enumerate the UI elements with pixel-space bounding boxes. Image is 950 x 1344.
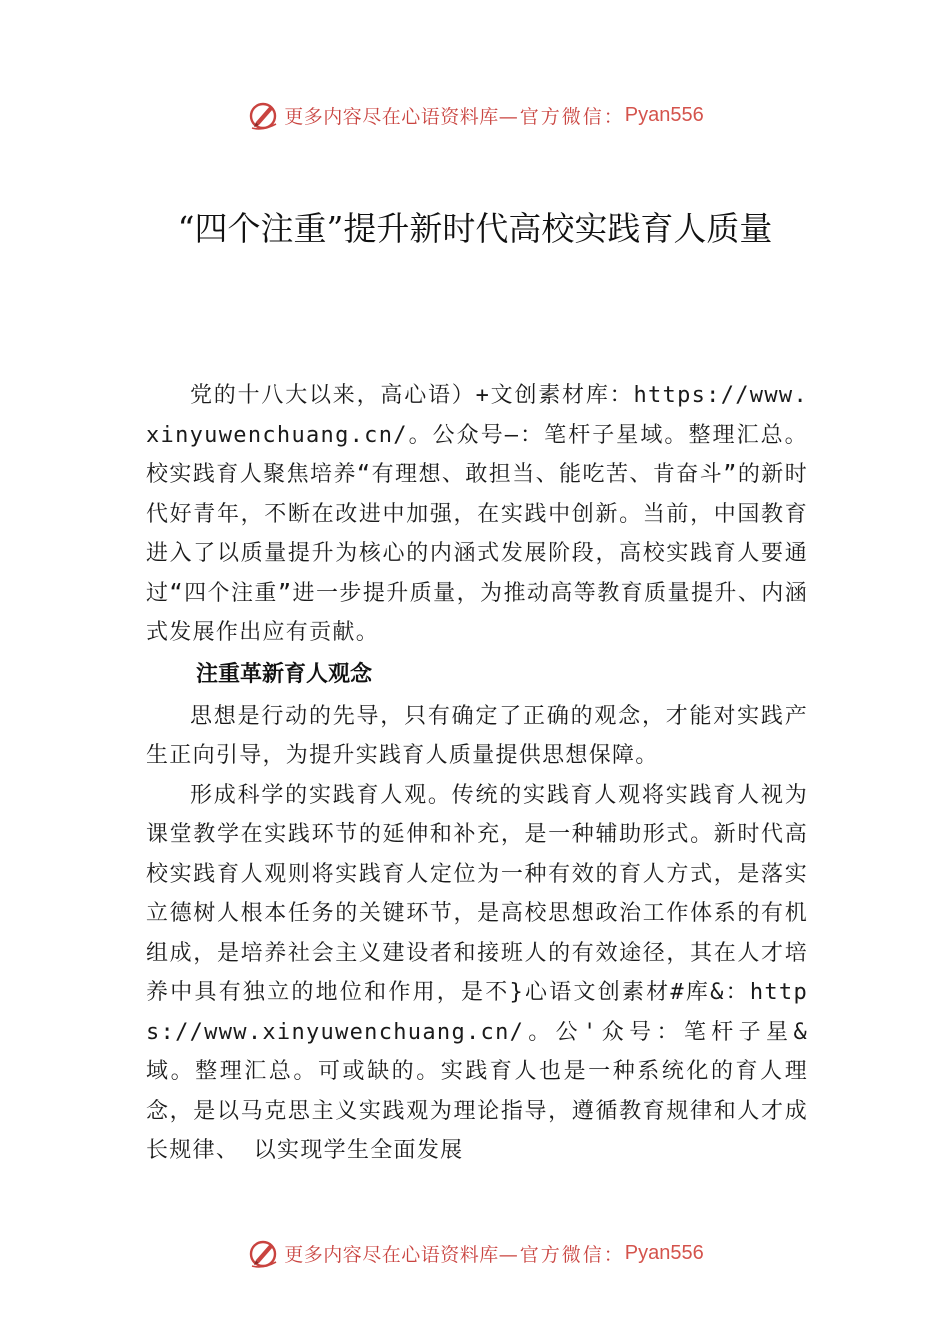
banner-main-text: 更多内容尽在心语资料库 <box>284 1243 499 1266</box>
pen-logo-icon <box>246 1236 280 1270</box>
banner-wechat-id: Pyan556 <box>624 103 704 126</box>
banner-text-group <box>284 1240 704 1267</box>
banner-sub-text: —官方微信： <box>498 105 625 128</box>
pen-logo-icon <box>246 98 280 132</box>
banner-main-text: 更多内容尽在心语资料库 <box>284 105 499 128</box>
banner-sub-text: —官方微信： <box>498 1243 625 1266</box>
banner-text-group <box>284 102 704 129</box>
document-body <box>146 376 808 1171</box>
document-title: “四个注重”提升新时代高校实践育人质量 <box>177 209 773 248</box>
header-watermark-banner <box>0 95 950 135</box>
section-paragraph-2: 形成科学的实践育人观。传统的实践育人观将实践育人视为课堂教学在实践环节的延伸和补充，是一种辅助形式。新时代高校实践育人观则将实践育人定位为一种有效的育人方式，是落实立德树人根本任务的关键环节，是高校思想政治工作体系的有机组成，是培养社会主义建设者和接班人的有效途径，其在人才培养中具有独立的地位和作用，是不}心语文创素材#库&：https://www.xinyuwenchuang.cn/。公'众号：笔杆子星&域。整理汇总。可或缺的。实践育人也是一种系统化的育人理念，是以马克思主义实践观为理论指导，遵循教育规律和人才成长规律、 以实现学生全面发展 <box>146 782 808 1163</box>
intro-paragraph: 党的十八大以来，高心语）+文创素材库：https://www.xinyuwenchuang.cn/。公众号—：笔杆子星域。整理汇总。校实践育人聚焦培养“有理想、敢担当、能吃苦、肯奋斗”的新时代好青年，不断在改进中加强，在实践中创新。当前，中国教育进入了以质量提升为核心的内涵式发展阶段，高校实践育人要通过“四个注重”进一步提升质量，为推动高等教育质量提升、内涵式发展作出应有贡献。 <box>146 383 808 645</box>
footer-watermark-banner <box>0 1233 950 1273</box>
banner-wechat-id: Pyan556 <box>624 1241 704 1264</box>
section-heading: 注重革新育人观念 <box>196 661 373 687</box>
section-paragraph-1: 思想是行动的先导，只有确定了正确的观念，才能对实践产生正向引导，为提升实践育人质量提供思想保障。 <box>146 703 808 768</box>
